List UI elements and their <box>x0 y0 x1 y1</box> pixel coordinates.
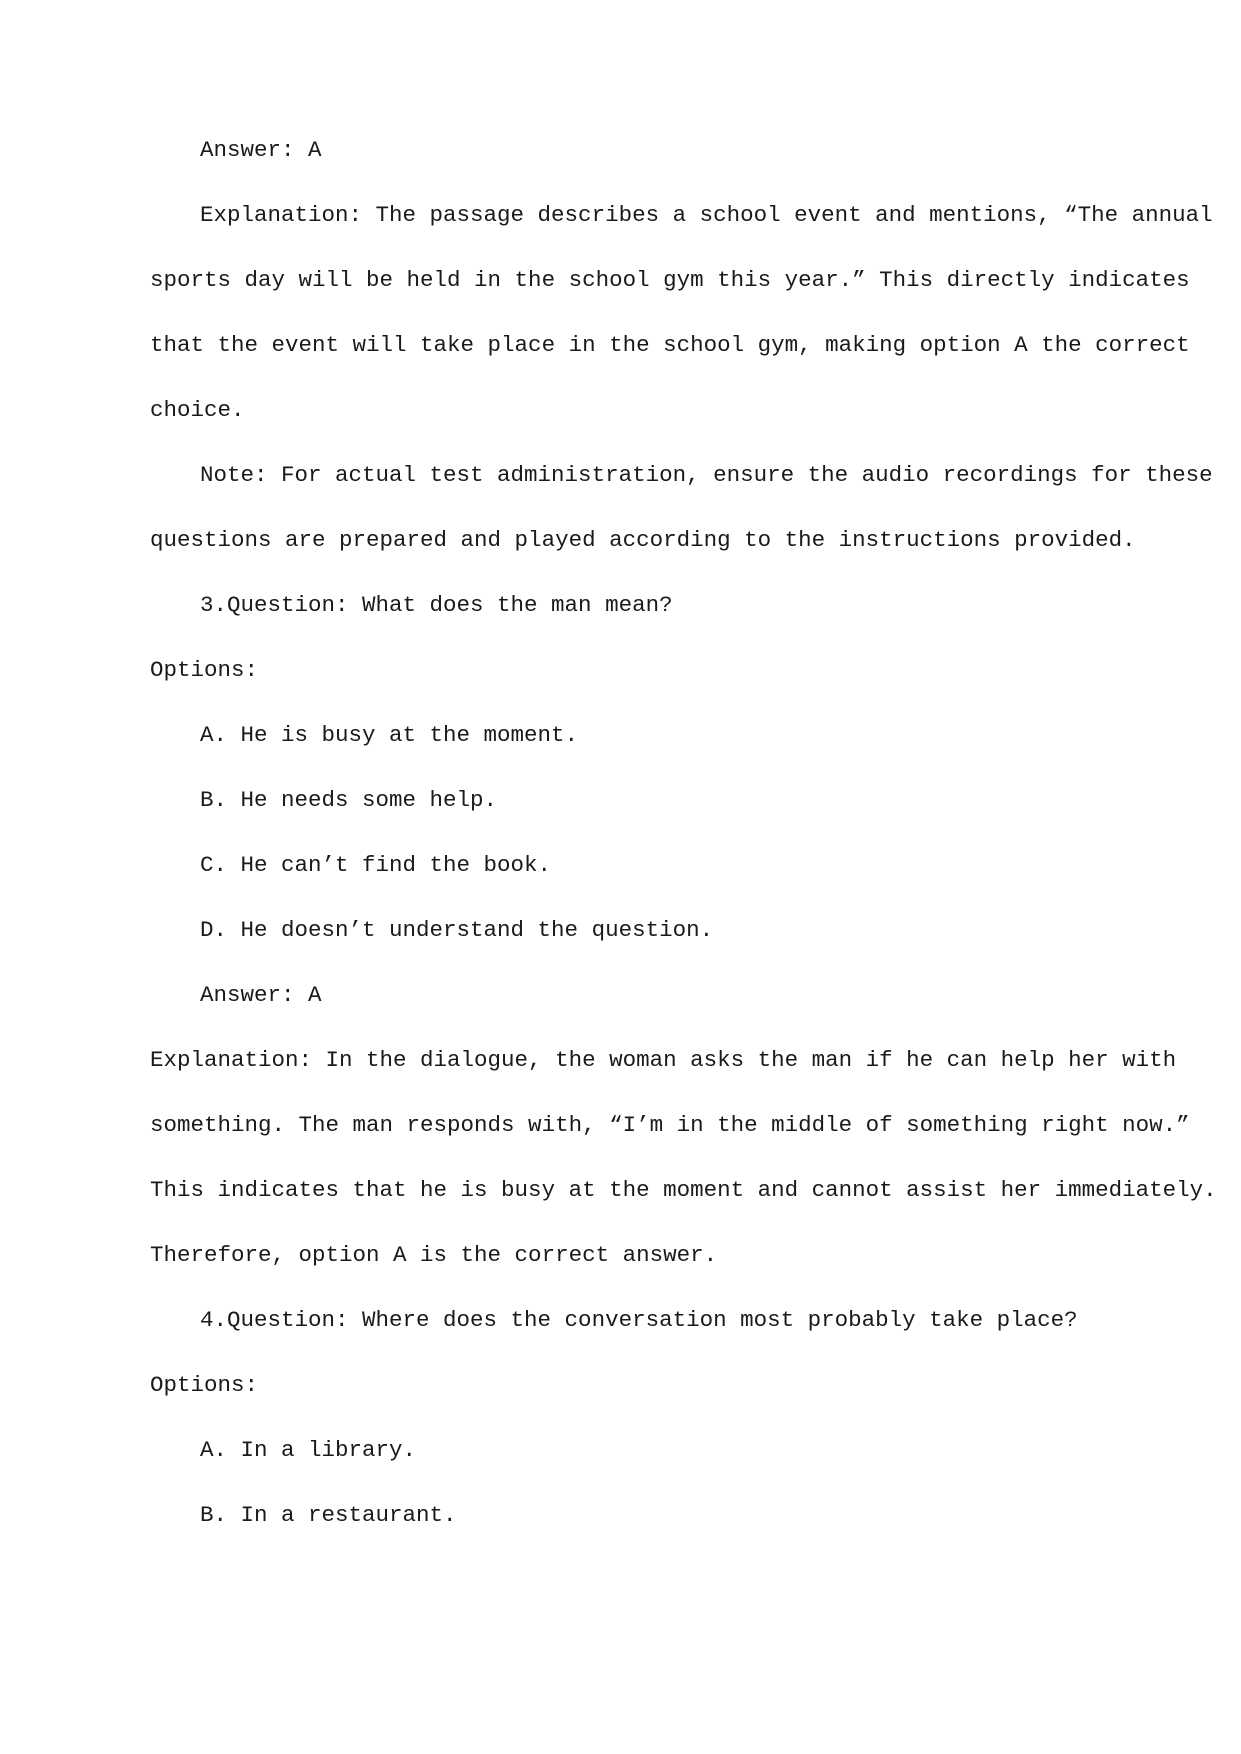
explanation-line: something. The man responds with, “I’m in the middle of something right now.” <box>150 1112 1190 1138</box>
answer-line: Answer: A <box>200 982 322 1008</box>
question-3-text: 3.Question: What does the man mean? <box>200 592 673 618</box>
options-label: Options: <box>150 657 259 683</box>
explanation-line: sports day will be held in the school gym this year.” This directly indicates <box>150 267 1190 293</box>
explanation-line: choice. <box>150 397 245 423</box>
options-label: Options: <box>150 1372 259 1398</box>
option-item: B. He needs some help. <box>200 787 498 813</box>
explanation-line: Therefore, option A is the correct answer. <box>150 1242 718 1268</box>
explanation-line: Explanation: The passage describes a school event and mentions, “The annual <box>200 202 1213 228</box>
explanation-line: This indicates that he is busy at the moment and cannot assist her immediately. <box>150 1177 1217 1203</box>
option-item: C. He can’t find the book. <box>200 852 552 878</box>
answer-line: Answer: A <box>200 137 322 163</box>
explanation-line: Explanation: In the dialogue, the woman asks the man if he can help her with <box>150 1047 1177 1073</box>
note-line: Note: For actual test administration, ensure the audio recordings for these <box>200 462 1213 488</box>
document-page <box>150 132 1217 1562</box>
option-item: A. He is busy at the moment. <box>200 722 579 748</box>
option-item: B. In a restaurant. <box>200 1502 457 1528</box>
note-line: questions are prepared and played according to the instructions provided. <box>150 527 1136 553</box>
explanation-line: that the event will take place in the school gym, making option A the correct <box>150 332 1190 358</box>
option-item: D. He doesn’t understand the question. <box>200 917 714 943</box>
option-item: A. In a library. <box>200 1437 417 1463</box>
question-4-text: 4.Question: Where does the conversation most probably take place? <box>200 1307 1078 1333</box>
